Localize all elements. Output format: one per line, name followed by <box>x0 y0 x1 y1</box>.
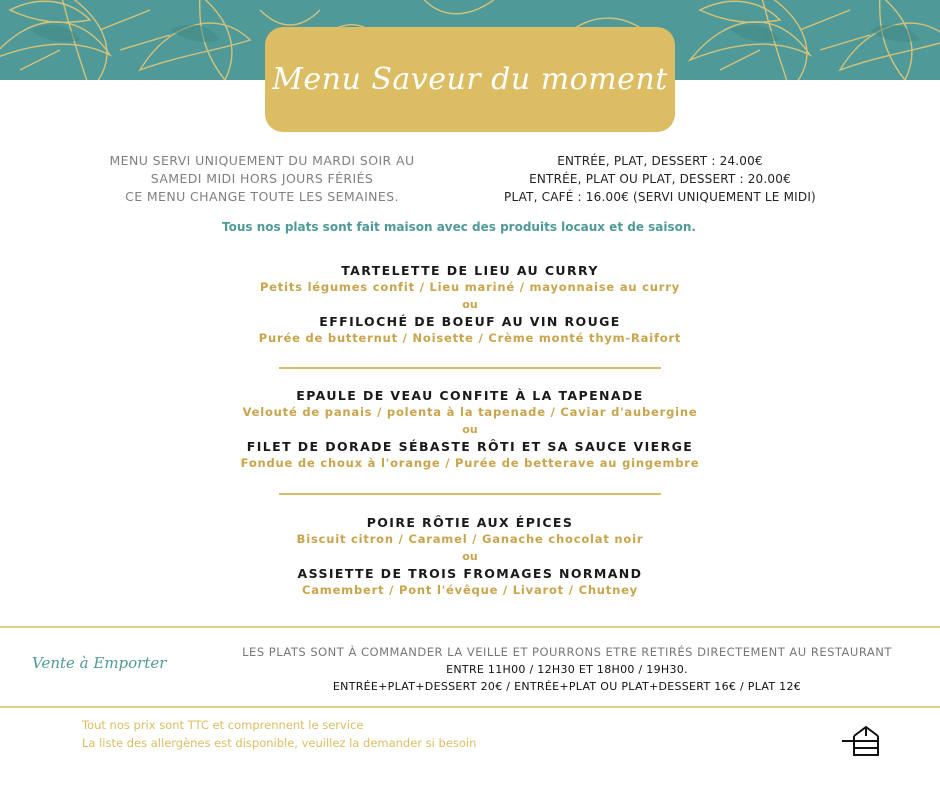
dish-description: Velouté de panais / polenta à la tapenade / Caviar d'aubergine <box>242 405 698 419</box>
dish-description: Purée de butternut / Noisette / Crème monté thym-Raifort <box>258 331 682 345</box>
takeaway-line: ENTRE 11H00 / 12H30 ET 18H00 / 19H30. <box>446 663 688 676</box>
or-separator: ou <box>462 423 478 436</box>
takeaway-label: Vente à Emporter <box>32 654 167 672</box>
tagline: Tous nos plats sont fait maison avec des produits locaux et de saison. <box>222 220 696 234</box>
takeaway-info <box>218 644 916 695</box>
or-separator: ou <box>462 550 478 563</box>
title-box <box>265 27 675 132</box>
service-info <box>92 152 432 206</box>
service-info-line: CE MENU CHANGE TOUTE LES SEMAINES. <box>125 189 399 204</box>
footer-line: Tout nos prix sont TTC et comprennent le service <box>82 718 364 732</box>
course-starters <box>0 262 940 347</box>
or-separator: ou <box>462 298 478 311</box>
footer-line: La liste des allergènes est disponible, veuillez la demander si besoin <box>82 736 477 750</box>
footer-notes <box>82 716 476 752</box>
takeaway-top-line <box>0 626 940 628</box>
dish-description: Petits légumes confit / Lieu mariné / mayonnaise au curry <box>259 280 681 294</box>
dish-description: Fondue de choux à l'orange / Purée de betterave au gingembre <box>240 456 700 470</box>
price-info <box>470 152 850 206</box>
dish-title: ASSIETTE DE TROIS FROMAGES NORMAND <box>297 566 643 581</box>
course-mains <box>0 387 940 472</box>
price-line: ENTRÉE, PLAT OU PLAT, DESSERT : 20.00€ <box>529 172 791 186</box>
service-info-line: SAMEDI MIDI HORS JOURS FÉRIÉS <box>150 171 374 186</box>
restaurant-logo-icon <box>840 724 880 762</box>
course-desserts <box>0 514 940 599</box>
dish-title: TARTELETTE DE LIEU AU CURRY <box>341 263 599 278</box>
takeaway-line: LES PLATS SONT À COMMANDER LA VEILLE ET POURRONS ETRE RETIRÉS DIRECTEMENT AU RESTAURANT <box>242 645 892 659</box>
dish-title: EFFILOCHÉ DE BOEUF AU VIN ROUGE <box>319 314 621 329</box>
dish-description: Biscuit citron / Caramel / Ganache chocolat noir <box>296 532 644 546</box>
dish-title: POIRE RÔTIE AUX ÉPICES <box>366 515 574 530</box>
takeaway-line: ENTRÉE+PLAT+DESSERT 20€ / ENTRÉE+PLAT OU PLAT+DESSERT 16€ / PLAT 12€ <box>332 680 802 693</box>
dish-description: Camembert / Pont l'évêque / Livarot / Chutney <box>302 583 638 597</box>
dish-title: EPAULE DE VEAU CONFITE À LA TAPENADE <box>296 388 644 403</box>
price-line: ENTRÉE, PLAT, DESSERT : 24.00€ <box>557 154 763 168</box>
page-title: Menu Saveur du moment <box>272 62 668 97</box>
price-line: PLAT, CAFÉ : 16.00€ (SERVI UNIQUEMENT LE MIDI) <box>504 190 816 204</box>
service-info-line: MENU SERVI UNIQUEMENT DU MARDI SOIR AU <box>109 153 415 168</box>
takeaway-bottom-line <box>0 706 940 708</box>
divider <box>279 367 661 369</box>
divider <box>279 493 661 495</box>
dish-title: FILET DE DORADE SÉBASTE RÔTI ET SA SAUCE VIERGE <box>246 439 694 454</box>
